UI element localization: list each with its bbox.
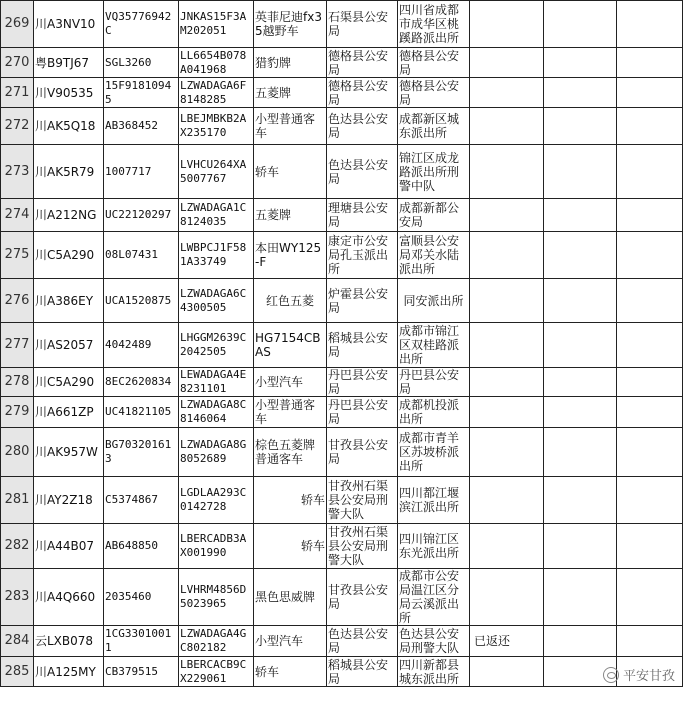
table-row — [1, 323, 683, 368]
engine-number: BG703201613 — [104, 428, 179, 477]
plate-number: 川A4Q660 — [34, 569, 104, 626]
empty-cell — [617, 397, 683, 428]
engine-number: 4042489 — [104, 323, 179, 368]
vehicle-type: 轿车 — [254, 657, 327, 687]
watermark — [603, 665, 675, 684]
engine-number: 2035460 — [104, 569, 179, 626]
handling-department: 稻城县公安局 — [327, 323, 398, 368]
plate-number: 川A125MY — [34, 657, 104, 687]
table-row — [1, 279, 683, 323]
return-status — [470, 569, 544, 626]
handling-department: 色达县公安局 — [327, 626, 398, 657]
plate-number: 川V90535 — [34, 78, 104, 108]
empty-cell — [617, 232, 683, 279]
plate-number: 川AK5Q18 — [34, 108, 104, 145]
engine-number: UC22120297 — [104, 199, 179, 232]
reporting-station: 成都机投派出所 — [398, 397, 470, 428]
return-status — [470, 477, 544, 524]
table-row — [1, 78, 683, 108]
empty-cell — [544, 232, 617, 279]
table-row — [1, 48, 683, 78]
vin-number: LZWADAGA1C8124035 — [179, 199, 254, 232]
handling-department: 甘孜州石渠县公安局刑警大队 — [327, 477, 398, 524]
return-status — [470, 428, 544, 477]
table-row — [1, 397, 683, 428]
table-row — [1, 108, 683, 145]
row-number: 270 — [1, 48, 34, 78]
empty-cell — [617, 145, 683, 199]
vin-number: LZWADAGA4GC802182 — [179, 626, 254, 657]
table-row — [1, 368, 683, 397]
empty-cell — [544, 368, 617, 397]
empty-cell — [544, 477, 617, 524]
vin-number: LZWADAGA8G8052689 — [179, 428, 254, 477]
row-number: 283 — [1, 569, 34, 626]
vehicle-type: 轿车 — [254, 524, 327, 569]
empty-cell — [544, 397, 617, 428]
vehicle-type: 红色五菱 — [254, 279, 327, 323]
handling-department: 德格县公安局 — [327, 78, 398, 108]
reporting-station: 四川省成都市成华区桃蹊路派出所 — [398, 1, 470, 48]
empty-cell — [617, 323, 683, 368]
plate-number: 川C5A290 — [34, 368, 104, 397]
plate-number: 川AY2Z18 — [34, 477, 104, 524]
return-status — [470, 279, 544, 323]
engine-number: AB368452 — [104, 108, 179, 145]
empty-cell — [617, 626, 683, 657]
table-row — [1, 477, 683, 524]
row-number: 285 — [1, 657, 34, 687]
vehicle-type: 小型普通客车 — [254, 108, 327, 145]
plate-number: 川AK5R79 — [34, 145, 104, 199]
return-status — [470, 108, 544, 145]
empty-cell — [544, 626, 617, 657]
return-status — [470, 368, 544, 397]
empty-cell — [544, 108, 617, 145]
return-status — [470, 145, 544, 199]
empty-cell — [544, 569, 617, 626]
reporting-station: 锦江区成龙路派出所刑警中队 — [398, 145, 470, 199]
return-status: 已返还 — [470, 626, 544, 657]
vin-number: JNKAS15F3AM202051 — [179, 1, 254, 48]
return-status — [470, 397, 544, 428]
empty-cell — [617, 569, 683, 626]
vin-number: LBERCACB9CX229061 — [179, 657, 254, 687]
plate-number: 川C5A290 — [34, 232, 104, 279]
vehicle-type: 轿车 — [254, 145, 327, 199]
vin-number: LVHCU264XA5007767 — [179, 145, 254, 199]
empty-cell — [544, 428, 617, 477]
plate-number: 川A212NG — [34, 199, 104, 232]
empty-cell — [544, 78, 617, 108]
vin-number: LZWADAGA6F8148285 — [179, 78, 254, 108]
engine-number: 8EC2620834 — [104, 368, 179, 397]
vin-number: LVHRM4856D5023965 — [179, 569, 254, 626]
vehicle-type: 猎豹牌 — [254, 48, 327, 78]
vehicle-type: 小型汽车 — [254, 626, 327, 657]
row-number: 284 — [1, 626, 34, 657]
return-status — [470, 78, 544, 108]
row-number: 272 — [1, 108, 34, 145]
engine-number: CB379515 — [104, 657, 179, 687]
row-number: 278 — [1, 368, 34, 397]
vehicle-type: 小型普通客车 — [254, 397, 327, 428]
row-number: 273 — [1, 145, 34, 199]
vehicle-type: 小型汽车 — [254, 368, 327, 397]
vehicle-type: 英菲尼迪fx35越野车 — [254, 1, 327, 48]
empty-cell — [617, 108, 683, 145]
empty-cell — [617, 1, 683, 48]
empty-cell — [617, 78, 683, 108]
plate-number: 川A661ZP — [34, 397, 104, 428]
vin-number: LBEJMBKB2AX235170 — [179, 108, 254, 145]
engine-number: SGL3260 — [104, 48, 179, 78]
reporting-station: 成都市公安局温江区分局云溪派出所 — [398, 569, 470, 626]
row-number: 277 — [1, 323, 34, 368]
handling-department: 丹巴县公安局 — [327, 368, 398, 397]
return-status — [470, 199, 544, 232]
plate-number: 川A44B07 — [34, 524, 104, 569]
table-row — [1, 569, 683, 626]
handling-department: 甘孜州石渠县公安局刑警大队 — [327, 524, 398, 569]
row-number: 274 — [1, 199, 34, 232]
row-number: 282 — [1, 524, 34, 569]
vin-number: LL6654B078A041968 — [179, 48, 254, 78]
empty-cell — [617, 368, 683, 397]
engine-number: AB648850 — [104, 524, 179, 569]
empty-cell — [617, 428, 683, 477]
empty-cell — [617, 48, 683, 78]
return-status — [470, 657, 544, 687]
engine-number: 08L07431 — [104, 232, 179, 279]
vehicle-type: 棕色五菱牌普通客车 — [254, 428, 327, 477]
row-number: 269 — [1, 1, 34, 48]
handling-department: 石渠县公安局 — [327, 1, 398, 48]
table-row — [1, 1, 683, 48]
table-row — [1, 657, 683, 687]
wechat-icon — [603, 667, 619, 683]
reporting-station: 德格县公安局 — [398, 48, 470, 78]
row-number: 271 — [1, 78, 34, 108]
watermark-text: 平安甘孜 — [622, 669, 675, 684]
table-row — [1, 145, 683, 199]
vin-number: LZWADAGA8C8146064 — [179, 397, 254, 428]
engine-number: C5374867 — [104, 477, 179, 524]
reporting-station: 同安派出所 — [398, 279, 470, 323]
return-status — [470, 48, 544, 78]
empty-cell — [617, 279, 683, 323]
reporting-station: 成都市青羊区苏坡桥派出所 — [398, 428, 470, 477]
table-row — [1, 199, 683, 232]
plate-number: 川AK957W — [34, 428, 104, 477]
reporting-station: 成都市锦江区双桂路派出所 — [398, 323, 470, 368]
return-status — [470, 232, 544, 279]
table-row — [1, 524, 683, 569]
empty-cell — [544, 323, 617, 368]
row-number: 280 — [1, 428, 34, 477]
engine-number: 15F91810945 — [104, 78, 179, 108]
engine-number: VQ35776942C — [104, 1, 179, 48]
row-number: 276 — [1, 279, 34, 323]
engine-number: UCA1520875 — [104, 279, 179, 323]
vin-number: LWBPCJ1F581A33749 — [179, 232, 254, 279]
plate-number: 粤B9TJ67 — [34, 48, 104, 78]
reporting-station: 丹巴县公安局 — [398, 368, 470, 397]
vin-number: LZWADAGA6C4300505 — [179, 279, 254, 323]
engine-number: UC41821105 — [104, 397, 179, 428]
vehicle-type: 黑色思威牌 — [254, 569, 327, 626]
handling-department: 甘孜县公安局 — [327, 428, 398, 477]
table-row — [1, 428, 683, 477]
handling-department: 稻城县公安局 — [327, 657, 398, 687]
row-number: 281 — [1, 477, 34, 524]
handling-department: 炉霍县公安局 — [327, 279, 398, 323]
reporting-station: 德格县公安局 — [398, 78, 470, 108]
empty-cell — [617, 477, 683, 524]
empty-cell — [544, 199, 617, 232]
vehicle-type: 五菱牌 — [254, 199, 327, 232]
vehicle-type: 本田WY125-F — [254, 232, 327, 279]
handling-department: 理塘县公安局 — [327, 199, 398, 232]
empty-cell — [544, 524, 617, 569]
vehicle-type: 五菱牌 — [254, 78, 327, 108]
handling-department: 甘孜县公安局 — [327, 569, 398, 626]
return-status — [470, 1, 544, 48]
plate-number: 川AS2057 — [34, 323, 104, 368]
handling-department: 丹巴县公安局 — [327, 397, 398, 428]
vehicle-type: HG7154CBAS — [254, 323, 327, 368]
vin-number: LEWADAGA4E8231101 — [179, 368, 254, 397]
vin-number: LGDLAA293C0142728 — [179, 477, 254, 524]
vin-number: LHGGM2639C2042505 — [179, 323, 254, 368]
vehicle-type: 轿车 — [254, 477, 327, 524]
empty-cell — [617, 199, 683, 232]
table-row — [1, 626, 683, 657]
reporting-station: 富顺县公安局邓关水陆派出所 — [398, 232, 470, 279]
empty-cell — [544, 279, 617, 323]
empty-cell — [544, 48, 617, 78]
vin-number: LBERCADB3AX001990 — [179, 524, 254, 569]
engine-number: 1007717 — [104, 145, 179, 199]
empty-cell — [544, 145, 617, 199]
reporting-station: 成都新都公安局 — [398, 199, 470, 232]
reporting-station: 四川都江堰滨江派出所 — [398, 477, 470, 524]
empty-cell — [617, 524, 683, 569]
handling-department: 色达县公安局 — [327, 145, 398, 199]
reporting-station: 四川新都县城东派出所 — [398, 657, 470, 687]
table-row — [1, 232, 683, 279]
plate-number: 川A386EY — [34, 279, 104, 323]
handling-department: 色达县公安局 — [327, 108, 398, 145]
reporting-station: 色达县公安局刑警大队 — [398, 626, 470, 657]
return-status — [470, 524, 544, 569]
empty-cell — [544, 1, 617, 48]
reporting-station: 成都新区城东派出所 — [398, 108, 470, 145]
engine-number: 1CG33010011 — [104, 626, 179, 657]
row-number: 275 — [1, 232, 34, 279]
handling-department: 德格县公安局 — [327, 48, 398, 78]
plate-number: 云LXB078 — [34, 626, 104, 657]
return-status — [470, 323, 544, 368]
row-number: 279 — [1, 397, 34, 428]
plate-number: 川A3NV10 — [34, 1, 104, 48]
reporting-station: 四川锦江区东光派出所 — [398, 524, 470, 569]
handling-department: 康定市公安局孔玉派出所 — [327, 232, 398, 279]
